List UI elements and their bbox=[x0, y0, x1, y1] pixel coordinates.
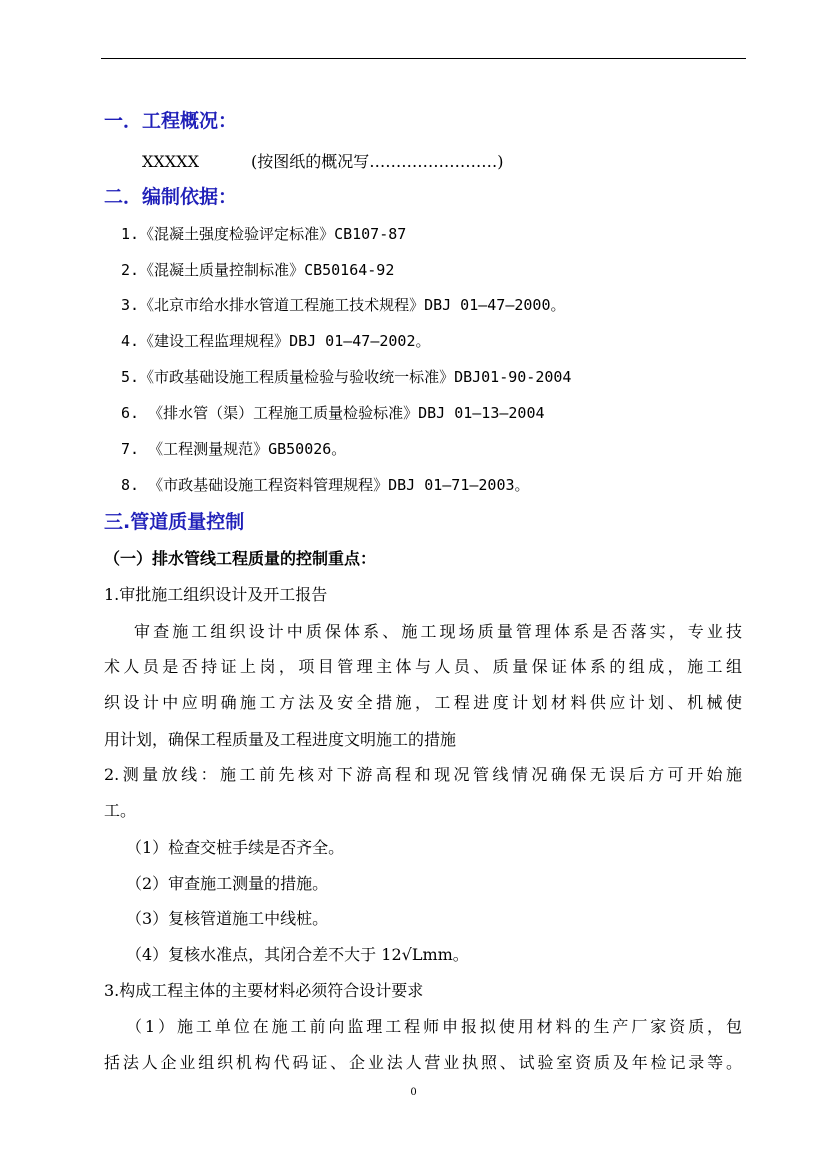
item-2-subitem: （2）审查施工测量的措施。 bbox=[126, 874, 329, 893]
project-name-placeholder: XXXXX bbox=[142, 152, 199, 171]
item-3-paragraph-line: （1）施工单位在施工前向监理工程师申报拟使用材料的生产厂家资质，包 bbox=[126, 1017, 742, 1036]
item-1-paragraph-line: 审查施工组织设计中质保体系、施工现场质量管理体系是否落实，专业技 bbox=[134, 622, 742, 641]
section-1-heading: 一．工程概况： bbox=[104, 110, 238, 132]
section-3-heading: 三.管道质量控制 bbox=[104, 511, 245, 533]
reference-item: 1.《混凝土强度检验评定标准》CB107-87 bbox=[121, 225, 407, 243]
reference-item: 6. 《排水管（渠）工程施工质量检验标准》DBJ 01—13—2004 bbox=[121, 404, 545, 422]
subsection-heading: （一）排水管线工程质量的控制重点： bbox=[104, 549, 377, 568]
reference-item: 4.《建设工程监理规程》DBJ 01—47—2002。 bbox=[121, 332, 431, 350]
reference-item: 5.《市政基础设施工程质量检验与验收统一标准》DBJ01-90-2004 bbox=[121, 368, 572, 386]
item-1-paragraph-line: 织设计中应明确施工方法及安全措施，工程进度计划材料供应计划、机械使 bbox=[104, 693, 742, 712]
header-rule bbox=[101, 58, 746, 59]
item-2-subitem: （4）复核水准点，其闭合差不大于 12√Lmm。 bbox=[126, 945, 469, 964]
item-2-subitem: （1）检查交桩手续是否齐全。 bbox=[126, 838, 345, 857]
project-overview-note: (按图纸的概况写……………………) bbox=[251, 152, 504, 171]
item-1-title: 1.审批施工组织设计及开工报告 bbox=[104, 585, 328, 604]
reference-item: 7. 《工程测量规范》GB50026。 bbox=[121, 440, 347, 458]
item-2-text-line: 2.测量放线：施工前先核对下游高程和现况管线情况确保无误后方可开始施 bbox=[104, 765, 742, 784]
reference-item: 2.《混凝土质量控制标准》CB50164-92 bbox=[121, 261, 395, 279]
item-1-paragraph-line: 用计划，确保工程质量及工程进度文明施工的措施 bbox=[104, 730, 457, 749]
item-3-title: 3.构成工程主体的主要材料必须符合设计要求 bbox=[104, 981, 424, 1000]
item-2-text-line: 工。 bbox=[104, 801, 137, 820]
page-number: 0 bbox=[410, 1087, 417, 1098]
section-2-heading: 二．编制依据： bbox=[104, 186, 238, 208]
item-2-subitem: （3）复核管道施工中线桩。 bbox=[126, 909, 329, 928]
reference-item: 8. 《市政基础设施工程资料管理规程》DBJ 01—71—2003。 bbox=[121, 476, 530, 494]
reference-item: 3.《北京市给水排水管道工程施工技术规程》DBJ 01—47—2000。 bbox=[121, 296, 566, 314]
item-1-paragraph-line: 术人员是否持证上岗，项目管理主体与人员、质量保证体系的组成，施工组 bbox=[104, 657, 742, 676]
item-3-paragraph-line: 括法人企业组织机构代码证、企业法人营业执照、试验室资质及年检记录等。 bbox=[104, 1053, 742, 1072]
